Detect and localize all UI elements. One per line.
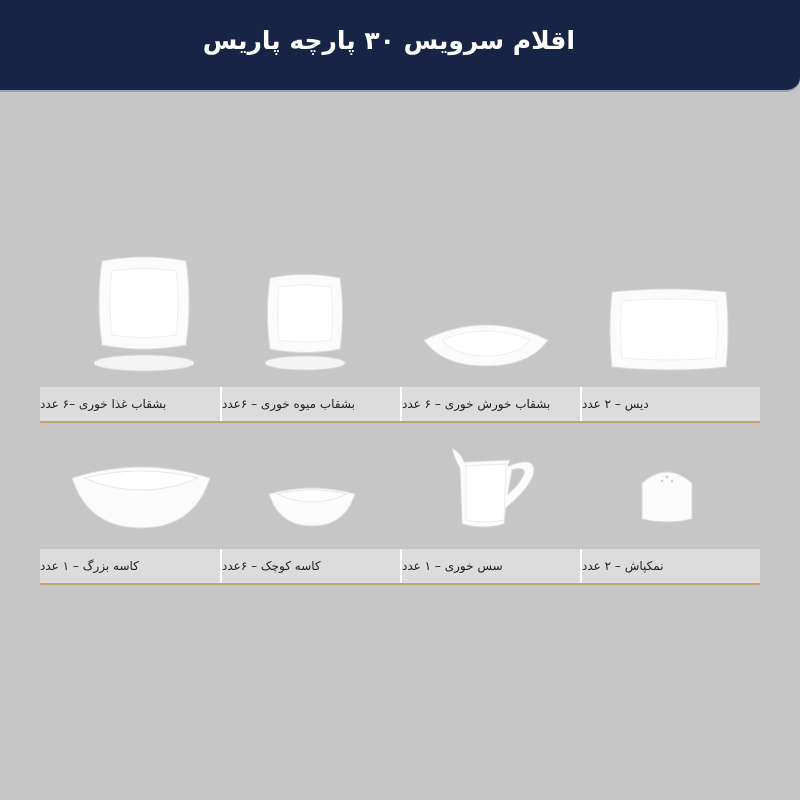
label-dinner-plate: بشقاب غذا خوری –۶ عدد [40, 397, 167, 411]
label-stew-plate: بشقاب خورش خوری – ۶ عدد [400, 387, 580, 421]
sauce-boat-icon [448, 444, 540, 530]
page-title: اقلام سرویس ۳۰ پارچه پاریس [202, 26, 575, 55]
dinner-plate-icon [88, 255, 200, 373]
label-small-bowl: کاسه کوچک – ۶عدد [220, 549, 400, 583]
label-platter: دیس – ۲ عدد [580, 387, 760, 421]
label-fruit-plate: بشقاب میوه خوری – ۶عدد [220, 387, 400, 421]
row2-labels [40, 549, 760, 585]
label-large-bowl: کاسه بزرگ – ۱ عدد [40, 559, 139, 573]
stew-plate-icon [420, 316, 552, 370]
platter-icon [606, 287, 732, 373]
small-bowl-icon [267, 486, 357, 528]
title-banner [0, 0, 800, 92]
label-sauce-boat: سس خوری – ۱ عدد [400, 549, 580, 583]
salt-shaker-icon [640, 469, 694, 525]
fruit-plate-icon [262, 273, 348, 373]
large-bowl-icon [70, 462, 212, 530]
row1-labels [40, 387, 760, 423]
label-salt-shaker: نمکپاش – ۲ عدد [580, 549, 760, 583]
